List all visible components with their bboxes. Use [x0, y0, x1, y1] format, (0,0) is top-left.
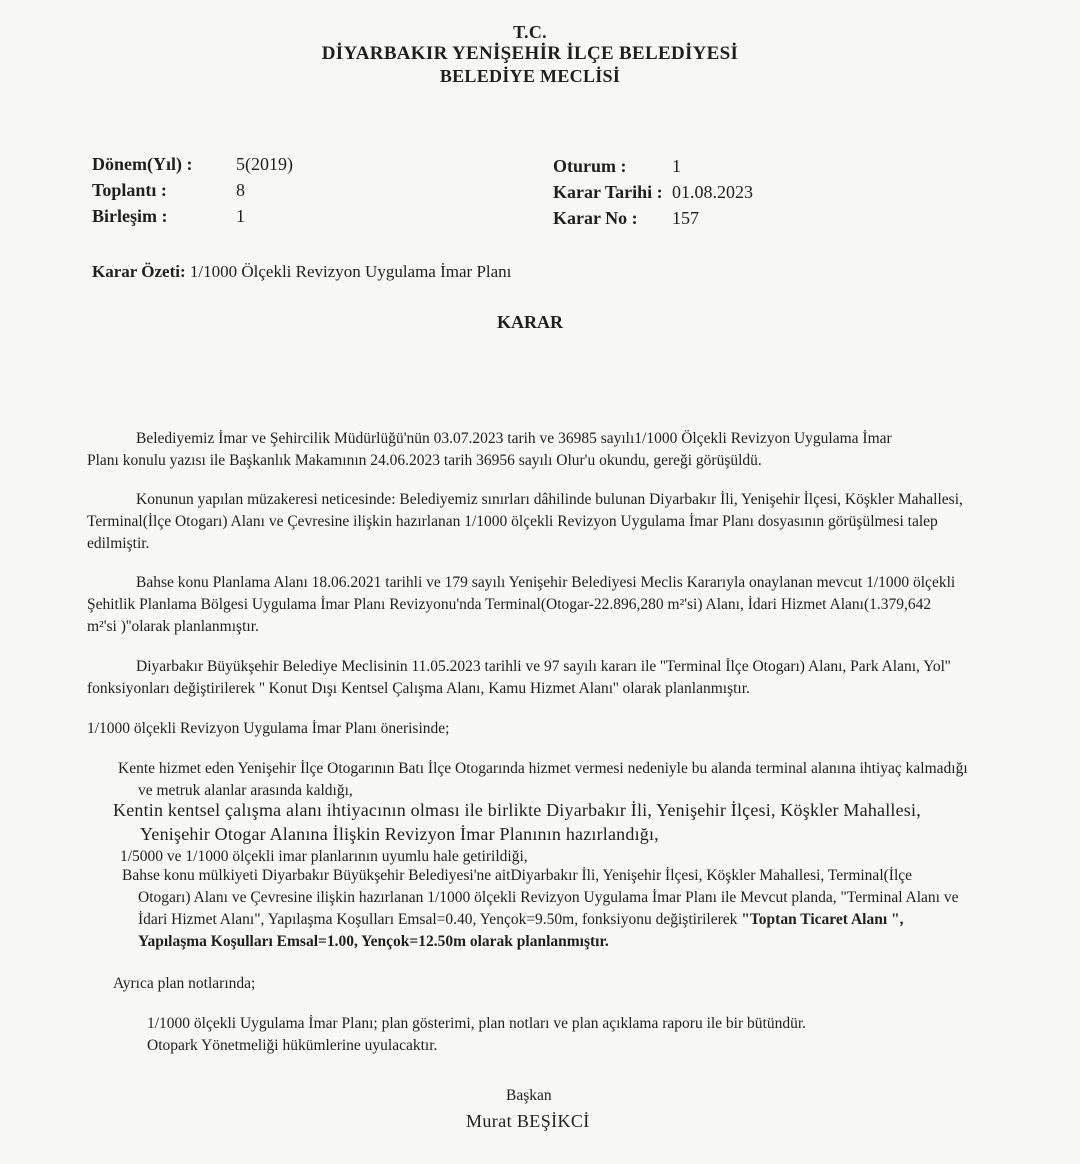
paragraph-9-line-1: Bahse konu mülkiyeti Diyarbakır Büyükşehir Belediyesi'ne aitDiyarbakır İli, Yenişehir İlçesi, Köşkler Mahallesi, Terminal(İlçe	[122, 867, 913, 884]
oturum-label: Oturum :	[553, 156, 627, 176]
paragraph-6-line-2: ve metruk alanlar arasında kaldığı,	[138, 782, 353, 799]
paragraph-2-line-1: Konunun yapılan müzakeresi neticesinde: Belediyemiz sınırları dâhilinde bulunan Diyarbakır İli, Yenişehir İlçesi, Köşkler Mahallesi,	[136, 491, 963, 508]
paragraph-9-line-2: Otogarı) Alanı ve Çevresine ilişkin hazırlanan 1/1000 ölçekli Revizyon Uygulama İmar Planı ile Mevcut planda, "Terminal Alanı ve	[138, 889, 959, 906]
paragraph-10: Ayrıca plan notlarında;	[113, 975, 256, 992]
paragraph-4-line-2: fonksiyonları değiştirilerek '' Konut Dışı Kentsel Çalışma Alanı, Kamu Hizmet Alanı'' olarak planlanmıştır.	[87, 680, 750, 697]
paragraph-5: 1/1000 ölçekli Revizyon Uygulama İmar Planı önerisinde;	[87, 720, 450, 737]
toplanti-label: Toplantı :	[92, 180, 167, 200]
donem-value: 5(2019)	[236, 154, 293, 174]
decision-title: KARAR	[497, 312, 563, 332]
paragraph-4-line-1: Diyarbakır Büyükşehir Belediye Meclisinin 11.05.2023 tarihli ve 97 sayılı kararı ile ''Terminal İlçe Otogarı) Alanı, Park Alanı, Yol''	[136, 658, 951, 675]
karar-tarihi-label: Karar Tarihi :	[553, 182, 663, 202]
karar-ozeti-label: Karar Özeti:	[92, 262, 186, 281]
birlesim-label: Birleşim :	[92, 206, 168, 226]
paragraph-9-line-4: Yapılaşma Koşulları Emsal=1.00, Yençok=12.50m olarak planlanmıştır.	[138, 933, 609, 950]
signature-name: Murat BEŞİKCİ	[466, 1111, 590, 1131]
paragraph-7-line-2: Yenişehir Otogar Alanına İlişkin Revizyon İmar Planının hazırlandığı,	[140, 824, 659, 844]
paragraph-8: 1/5000 ve 1/1000 ölçekli imar planlarının uyumlu hale getirildiği,	[120, 848, 528, 865]
plan-note-1: 1/1000 ölçekli Uygulama İmar Planı; plan gösterimi, plan notları ve plan açıklama raporu ile bir bütündür.	[147, 1015, 807, 1032]
birlesim-value: 1	[236, 206, 245, 226]
paragraph-2-line-3: edilmiştir.	[87, 535, 150, 552]
paragraph-7-line-1: Kentin kentsel çalışma alanı ihtiyacının olması ile birlikte Diyarbakır İli, Yenişehir İlçesi, Köşkler Mahallesi,	[113, 800, 921, 820]
toplanti-value: 8	[236, 180, 245, 200]
paragraph-9-line-3	[138, 908, 904, 932]
karar-ozeti	[92, 262, 511, 282]
paragraph-3-line-1: Bahse konu Planlama Alanı 18.06.2021 tarihli ve 179 sayılı Yenişehir Belediyesi Meclis Kararıyla onaylanan mevcut 1/1000 ölçekli	[136, 574, 956, 591]
signature-role: Başkan	[506, 1087, 552, 1104]
oturum-value: 1	[672, 156, 681, 176]
karar-tarihi-value: 01.08.2023	[672, 182, 753, 202]
paragraph-6-line-1: Kente hizmet eden Yenişehir İlçe Otogarının Batı İlçe Otogarında hizmet vermesi nedeniyle bu alanda terminal alanına ihtiyaç kalmadığı	[118, 760, 968, 777]
header-municipality: DİYARBAKIR YENİŞEHİR İLÇE BELEDİYESİ	[321, 43, 739, 64]
karar-no-value: 157	[672, 208, 699, 228]
paragraph-9-line-3-text: İdari Hizmet Alanı", Yapılaşma Koşulları Emsal=0.40, Yençok=9.50m, fonksiyonu değiştirilerek	[138, 911, 742, 928]
plan-note-2: Otopark Yönetmeliği hükümlerine uyulacaktır.	[147, 1037, 438, 1054]
paragraph-3-line-3: m²'si )''olarak planlanmıştır.	[87, 618, 259, 635]
header-tc: T.C.	[513, 22, 547, 42]
donem-label: Dönem(Yıl) :	[92, 154, 193, 174]
karar-ozeti-value: 1/1000 Ölçekli Revizyon Uygulama İmar Planı	[189, 262, 512, 281]
paragraph-1-line-1: Belediyemiz İmar ve Şehircilik Müdürlüğü'nün 03.07.2023 tarih ve 36985 sayılı1/1000 Ölçekli Revizyon Uygulama İmar	[136, 430, 892, 447]
paragraph-9-line-3-bold: "Toptan Ticaret Alanı ",	[741, 911, 904, 928]
header-council: BELEDİYE MECLİSİ	[439, 66, 621, 86]
paragraph-3-line-2: Şehitlik Planlama Bölgesi Uygulama İmar Planı Revizyonu'nda Terminal(Otogar-22.896,280 m²'si) Alanı, İdari Hizmet Alanı(1.379,642	[87, 596, 932, 613]
paragraph-1-line-2: Planı konulu yazısı ile Başkanlık Makamının 24.06.2023 tarih 36956 sayılı Olur'u okundu, gereği görüşüldü.	[87, 452, 762, 469]
paragraph-2-line-2: Terminal(İlçe Otogarı) Alanı ve Çevresine ilişkin hazırlanan 1/1000 ölçekli Revizyon Uygulama İmar Planı dosyasının görüşülmesi talep	[87, 513, 938, 530]
karar-no-label: Karar No :	[553, 208, 638, 228]
